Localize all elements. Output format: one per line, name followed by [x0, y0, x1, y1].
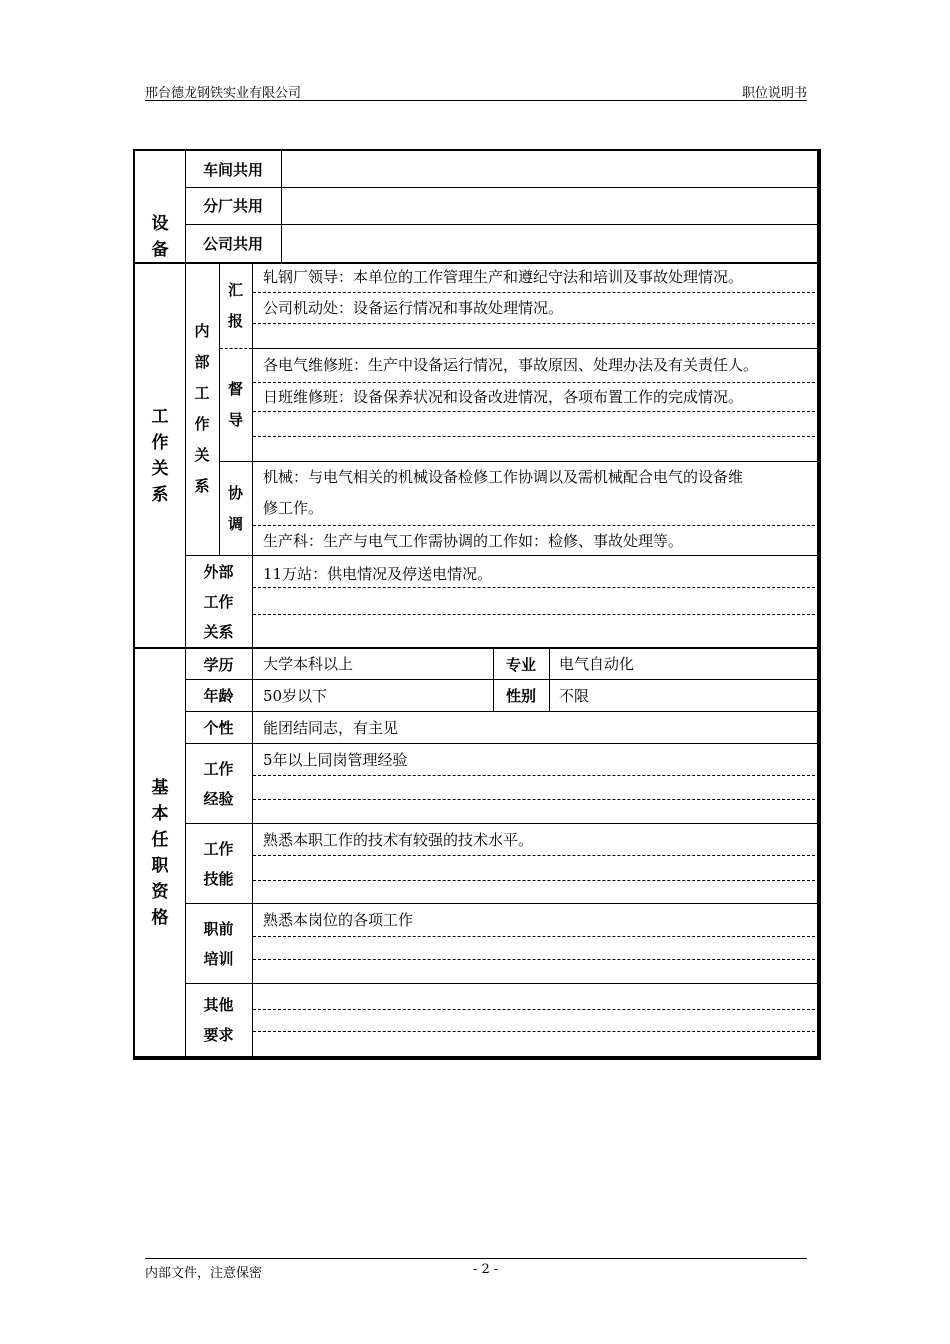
- company-name: 邢台德龙钢铁实业有限公司: [145, 86, 302, 101]
- report-line-2: 公司机动处：设备运行情况和事故处理情况。: [263, 299, 564, 317]
- coordinate-line-1: 机械：与电气相关的机械设备检修工作协调以及需机械配合电气的设备维: [263, 468, 744, 486]
- age-value: 50岁以下: [263, 687, 328, 705]
- internal-relations-label: 内部工作关系: [194, 322, 210, 495]
- major-value: 电气自动化: [559, 655, 635, 673]
- skills-label: 工作技能: [203, 839, 234, 888]
- external-line-1: 11万站：供电情况及停送电情况。: [263, 565, 493, 583]
- branch-shared-label: 分厂共用: [202, 197, 263, 215]
- personality-value: 能团结同志，有主见: [263, 719, 399, 737]
- work-relations-section-title: 工作关系: [151, 406, 169, 505]
- confidential-note: 内部文件，注意保密: [145, 1266, 263, 1281]
- education-value: 大学本科以上: [263, 655, 354, 673]
- gender-label: 性别: [505, 687, 536, 705]
- age-label: 年龄: [203, 687, 234, 705]
- training-label: 职前培训: [203, 919, 234, 968]
- skills-value: 熟悉本职工作的技术有较强的技术水平。: [263, 831, 534, 849]
- other-requirements-label: 其他要求: [203, 996, 234, 1044]
- document-type: 职位说明书: [741, 86, 807, 101]
- education-label: 学历: [203, 655, 234, 674]
- personality-label: 个性: [203, 719, 234, 737]
- experience-label: 工作经验: [203, 759, 234, 808]
- job-description-table: [133, 149, 821, 1060]
- qualifications-section-title: 基本任职资格: [151, 777, 169, 928]
- major-label: 专业: [505, 655, 536, 674]
- report-line-1: 轧钢厂领导：本单位的工作管理生产和遵纪守法和培训及事故处理情况。: [263, 268, 744, 286]
- equipment-section-title: 设备: [151, 214, 169, 260]
- company-shared-label: 公司共用: [202, 234, 263, 253]
- workshop-shared-label: 车间共用: [202, 160, 263, 179]
- supervise-label: 督导: [227, 380, 243, 429]
- page-footer: [145, 1258, 807, 1281]
- external-relations-label: 外部工作关系: [203, 563, 234, 641]
- page-number: - 2 -: [473, 1262, 499, 1277]
- coordinate-line-2: 修工作。: [263, 499, 324, 517]
- report-label: 汇报: [227, 280, 243, 330]
- coordinate-label: 协调: [227, 483, 243, 533]
- supervise-line-1: 各电气维修班：生产中设备运行情况，事故原因、处理办法及有关责任人。: [263, 356, 759, 374]
- gender-value: 不限: [559, 687, 590, 705]
- supervise-line-2: 日班维修班：设备保养状况和设备改进情况，各项布置工作的完成情况。: [263, 388, 744, 406]
- page-header: [145, 80, 807, 101]
- training-value: 熟悉本岗位的各项工作: [263, 911, 414, 929]
- experience-value: 5年以上同岗管理经验: [263, 751, 408, 769]
- coordinate-line-3: 生产科：生产与电气工作需协调的工作如：检修、事故处理等。: [263, 532, 684, 550]
